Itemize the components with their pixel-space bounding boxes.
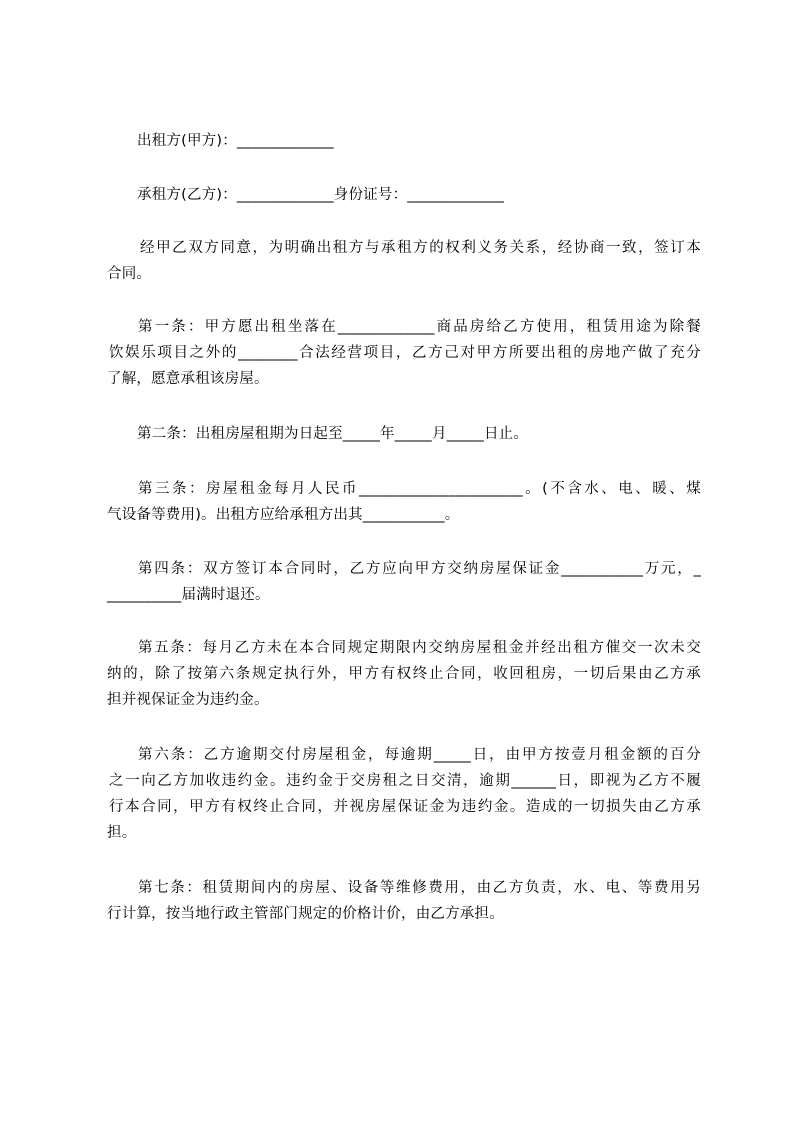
article-6-line-4: 担。 bbox=[107, 825, 137, 841]
article-3-line-2: 气设备等费用)。出租方应给承租方出其___________。 bbox=[107, 507, 460, 523]
article-6-line-1: 第六条：乙方逾期交付房屋租金，每逾期_____日，由甲方按壹月租金额的百分 bbox=[138, 747, 701, 763]
article-7-line-1: 第七条：租赁期间内的房屋、设备等维修费用，由乙方负责，水、电、等费用另 bbox=[138, 880, 701, 896]
article-1-line-3: 了解，愿意承租该房屋。 bbox=[107, 371, 269, 387]
article-5-line-2: 纳的，除了按第六条规定执行外，甲方有权终止合同，收回租房，一切后果由乙方承 bbox=[107, 666, 701, 682]
article-4-line-2: __________届满时退还。 bbox=[107, 587, 270, 603]
article-5-line-3: 担并视保证金为违约金。 bbox=[107, 692, 269, 708]
article-6-line-2: 之一向乙方加收违约金。违约金于交房租之日交清，逾期______日，即视为乙方不履 bbox=[109, 773, 701, 789]
article-7-line-2: 行计算，按当地行政主管部门规定的价格计价，由乙方承担。 bbox=[107, 906, 504, 922]
preamble-line-1: 经甲乙双方同意，为明确出租方与承租方的权利义务关系，经协商一致，签订本 bbox=[140, 240, 701, 256]
article-2-line-1: 第二条：出租房屋租期为日起至_____年_____月_____日止。 bbox=[137, 426, 529, 442]
article-6-line-3: 行本合同，甲方有权终止合同，并视房屋保证金为违约金。造成的一切损失由乙方承 bbox=[109, 799, 701, 815]
lessee-line: 承租方(乙方)：_____________身份证号：_____________ bbox=[137, 187, 505, 203]
article-1-line-2: 饮娱乐项目之外的________合法经营项目，乙方己对甲方所要出租的房地产做了充分 bbox=[109, 345, 701, 361]
article-1-line-1: 第一条：甲方愿出租坐落在_____________商品房给乙方使用，租赁用途为除餐 bbox=[138, 319, 701, 335]
article-5-line-1: 第五条：每月乙方未在本合同规定期限内交纳房屋租金并经出租方催交一次未交 bbox=[138, 640, 701, 656]
article-3-line-1: 第三条：房屋租金每月人民币______________________。(不含水、电、暖、煤 bbox=[138, 481, 701, 497]
preamble-line-2: 合同。 bbox=[107, 266, 152, 282]
article-4-line-1: 第四条：双方签订本合同时，乙方应向甲方交纳房屋保证金___________万元，_ bbox=[138, 561, 701, 577]
lessor-line: 出租方(甲方)：_____________ bbox=[137, 133, 334, 149]
